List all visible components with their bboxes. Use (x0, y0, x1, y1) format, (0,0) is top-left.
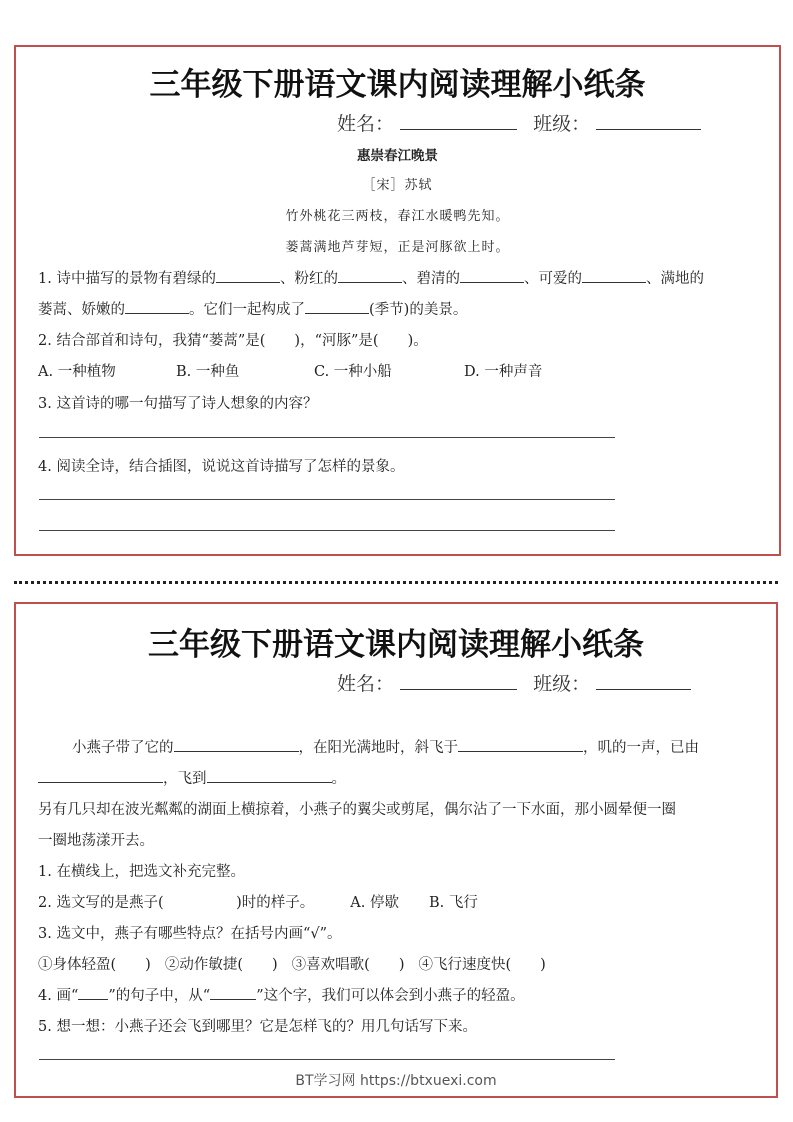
poem-line-1: 竹外桃花三两枝，春江水暖鸭先知。 (285, 209, 510, 224)
passage-text: 。 (331, 771, 346, 787)
name-label: 姓名： (337, 673, 395, 695)
passage-text: ，叽的一声，已由 (583, 740, 699, 756)
q4-text: ”的句子中，从“ (108, 988, 211, 1004)
q1-text: 、满地的 (645, 271, 704, 287)
question-5: 5. 想一想：小燕子还会飞到哪里？它是怎样飞的？用几句话写下来。 (38, 1019, 477, 1035)
question-4: 4. 阅读全诗，结合插图，说说这首诗描写了怎样的景象。 (38, 459, 405, 475)
question-2-options (38, 360, 542, 381)
question-1-line-1 (38, 267, 704, 288)
q1-text: 、粉红的 (279, 271, 338, 287)
card-title: 三年级下册语文课内阅读理解小纸条 (149, 67, 646, 103)
passage-text: ，飞到 (163, 771, 207, 787)
q1-blank-2[interactable] (338, 268, 402, 283)
question-3-options (38, 953, 546, 974)
class-field[interactable] (596, 111, 701, 130)
trait-option-1[interactable]: ①身体轻盈( ) (38, 957, 151, 973)
footer-watermark: BT学习网 https://btxuexi.com (295, 1073, 497, 1089)
trait-option-4[interactable]: ④飞行速度快( ) (418, 957, 546, 973)
passage-blank-1[interactable] (174, 737, 299, 752)
option-b[interactable]: B. 一种鱼 (176, 364, 240, 380)
class-field[interactable] (596, 671, 691, 690)
poem-line-2: 蒌蒿满地芦芽短，正是河豚欲上时。 (285, 240, 510, 255)
q1-text: 蒌蒿、娇嫩的 (38, 302, 125, 318)
name-class-row (337, 669, 691, 696)
q4-text: ”这个字，我们可以体会到小燕子的轻盈。 (256, 988, 525, 1004)
poem-author: ［宋］苏轼 (362, 178, 433, 193)
q1-blank-4[interactable] (582, 268, 646, 283)
q4-answer-line-2[interactable] (39, 530, 615, 531)
class-label: 班级： (533, 673, 591, 695)
option-b[interactable]: B. 飞行 (428, 895, 478, 911)
worksheet-card-1 (14, 45, 781, 556)
q4-blank-2[interactable] (210, 985, 256, 1000)
name-label: 姓名： (337, 113, 395, 135)
option-a[interactable]: A. 停歇 (350, 895, 399, 911)
q4-blank-1[interactable] (78, 985, 108, 1000)
q1-blank-3[interactable] (460, 268, 524, 283)
trait-option-3[interactable]: ③喜欢唱歌( ) (291, 957, 405, 973)
question-2: 2. 结合部首和诗句，我猜“蒌蒿”是( )，“河豚”是( )。 (38, 333, 428, 349)
option-c[interactable]: C. 一种小船 (314, 364, 392, 380)
question-1: 1. 在横线上，把选文补充完整。 (38, 864, 245, 880)
name-field[interactable] (400, 111, 517, 130)
option-d[interactable]: D. 一种声音 (464, 364, 543, 380)
q1-text: (季节)的美景。 (369, 302, 468, 318)
class-label: 班级： (533, 113, 591, 135)
q1-blank-6[interactable] (305, 299, 369, 314)
q1-text: 、可爱的 (523, 271, 582, 287)
option-a[interactable]: A. 一种植物 (38, 364, 116, 380)
q5-answer-line[interactable] (39, 1059, 615, 1060)
question-4 (38, 984, 525, 1005)
q1-text: 、碧清的 (401, 271, 460, 287)
q1-text: 1. 诗中描写的景物有碧绿的 (38, 271, 216, 287)
passage-blank-2[interactable] (458, 737, 583, 752)
q1-blank-1[interactable] (216, 268, 280, 283)
q1-text: 。它们一起构成了 (189, 302, 305, 318)
question-3: 3. 这首诗的哪一句描写了诗人想象的内容？ (38, 396, 318, 412)
q2-text: 2. 选文写的是燕子( )时的样子。 (38, 895, 315, 911)
passage-blank-4[interactable] (207, 768, 332, 783)
question-1-line-2 (38, 298, 467, 319)
q1-blank-5[interactable] (125, 299, 189, 314)
worksheet-card-2 (14, 602, 778, 1098)
name-class-row (337, 109, 701, 136)
cut-line-divider (14, 581, 778, 584)
trait-option-2[interactable]: ②动作敏捷( ) (164, 957, 278, 973)
card-title: 三年级下册语文课内阅读理解小纸条 (148, 627, 644, 663)
q4-text: 4. 画“ (38, 988, 79, 1004)
name-field[interactable] (400, 671, 517, 690)
passage-line-2 (38, 767, 346, 788)
passage-text: ，在阳光满地时，斜飞于 (298, 740, 458, 756)
passage-line-1 (72, 736, 699, 757)
passage-text: 小燕子带了它的 (72, 740, 174, 756)
poem-title: 惠崇春江晚景 (357, 148, 438, 164)
q4-answer-line-1[interactable] (39, 499, 615, 500)
question-3: 3. 选文中，燕子有哪些特点？在括号内画“√”。 (38, 926, 342, 942)
question-2 (38, 891, 478, 912)
passage-line-4: 一圈地荡漾开去。 (38, 833, 154, 849)
passage-line-3: 另有几只却在波光粼粼的湖面上横掠着，小燕子的翼尖或剪尾，偶尔沾了一下水面，那小圆晕便一圈 (38, 802, 676, 818)
passage-blank-3[interactable] (38, 768, 163, 783)
q3-answer-line[interactable] (39, 437, 615, 438)
